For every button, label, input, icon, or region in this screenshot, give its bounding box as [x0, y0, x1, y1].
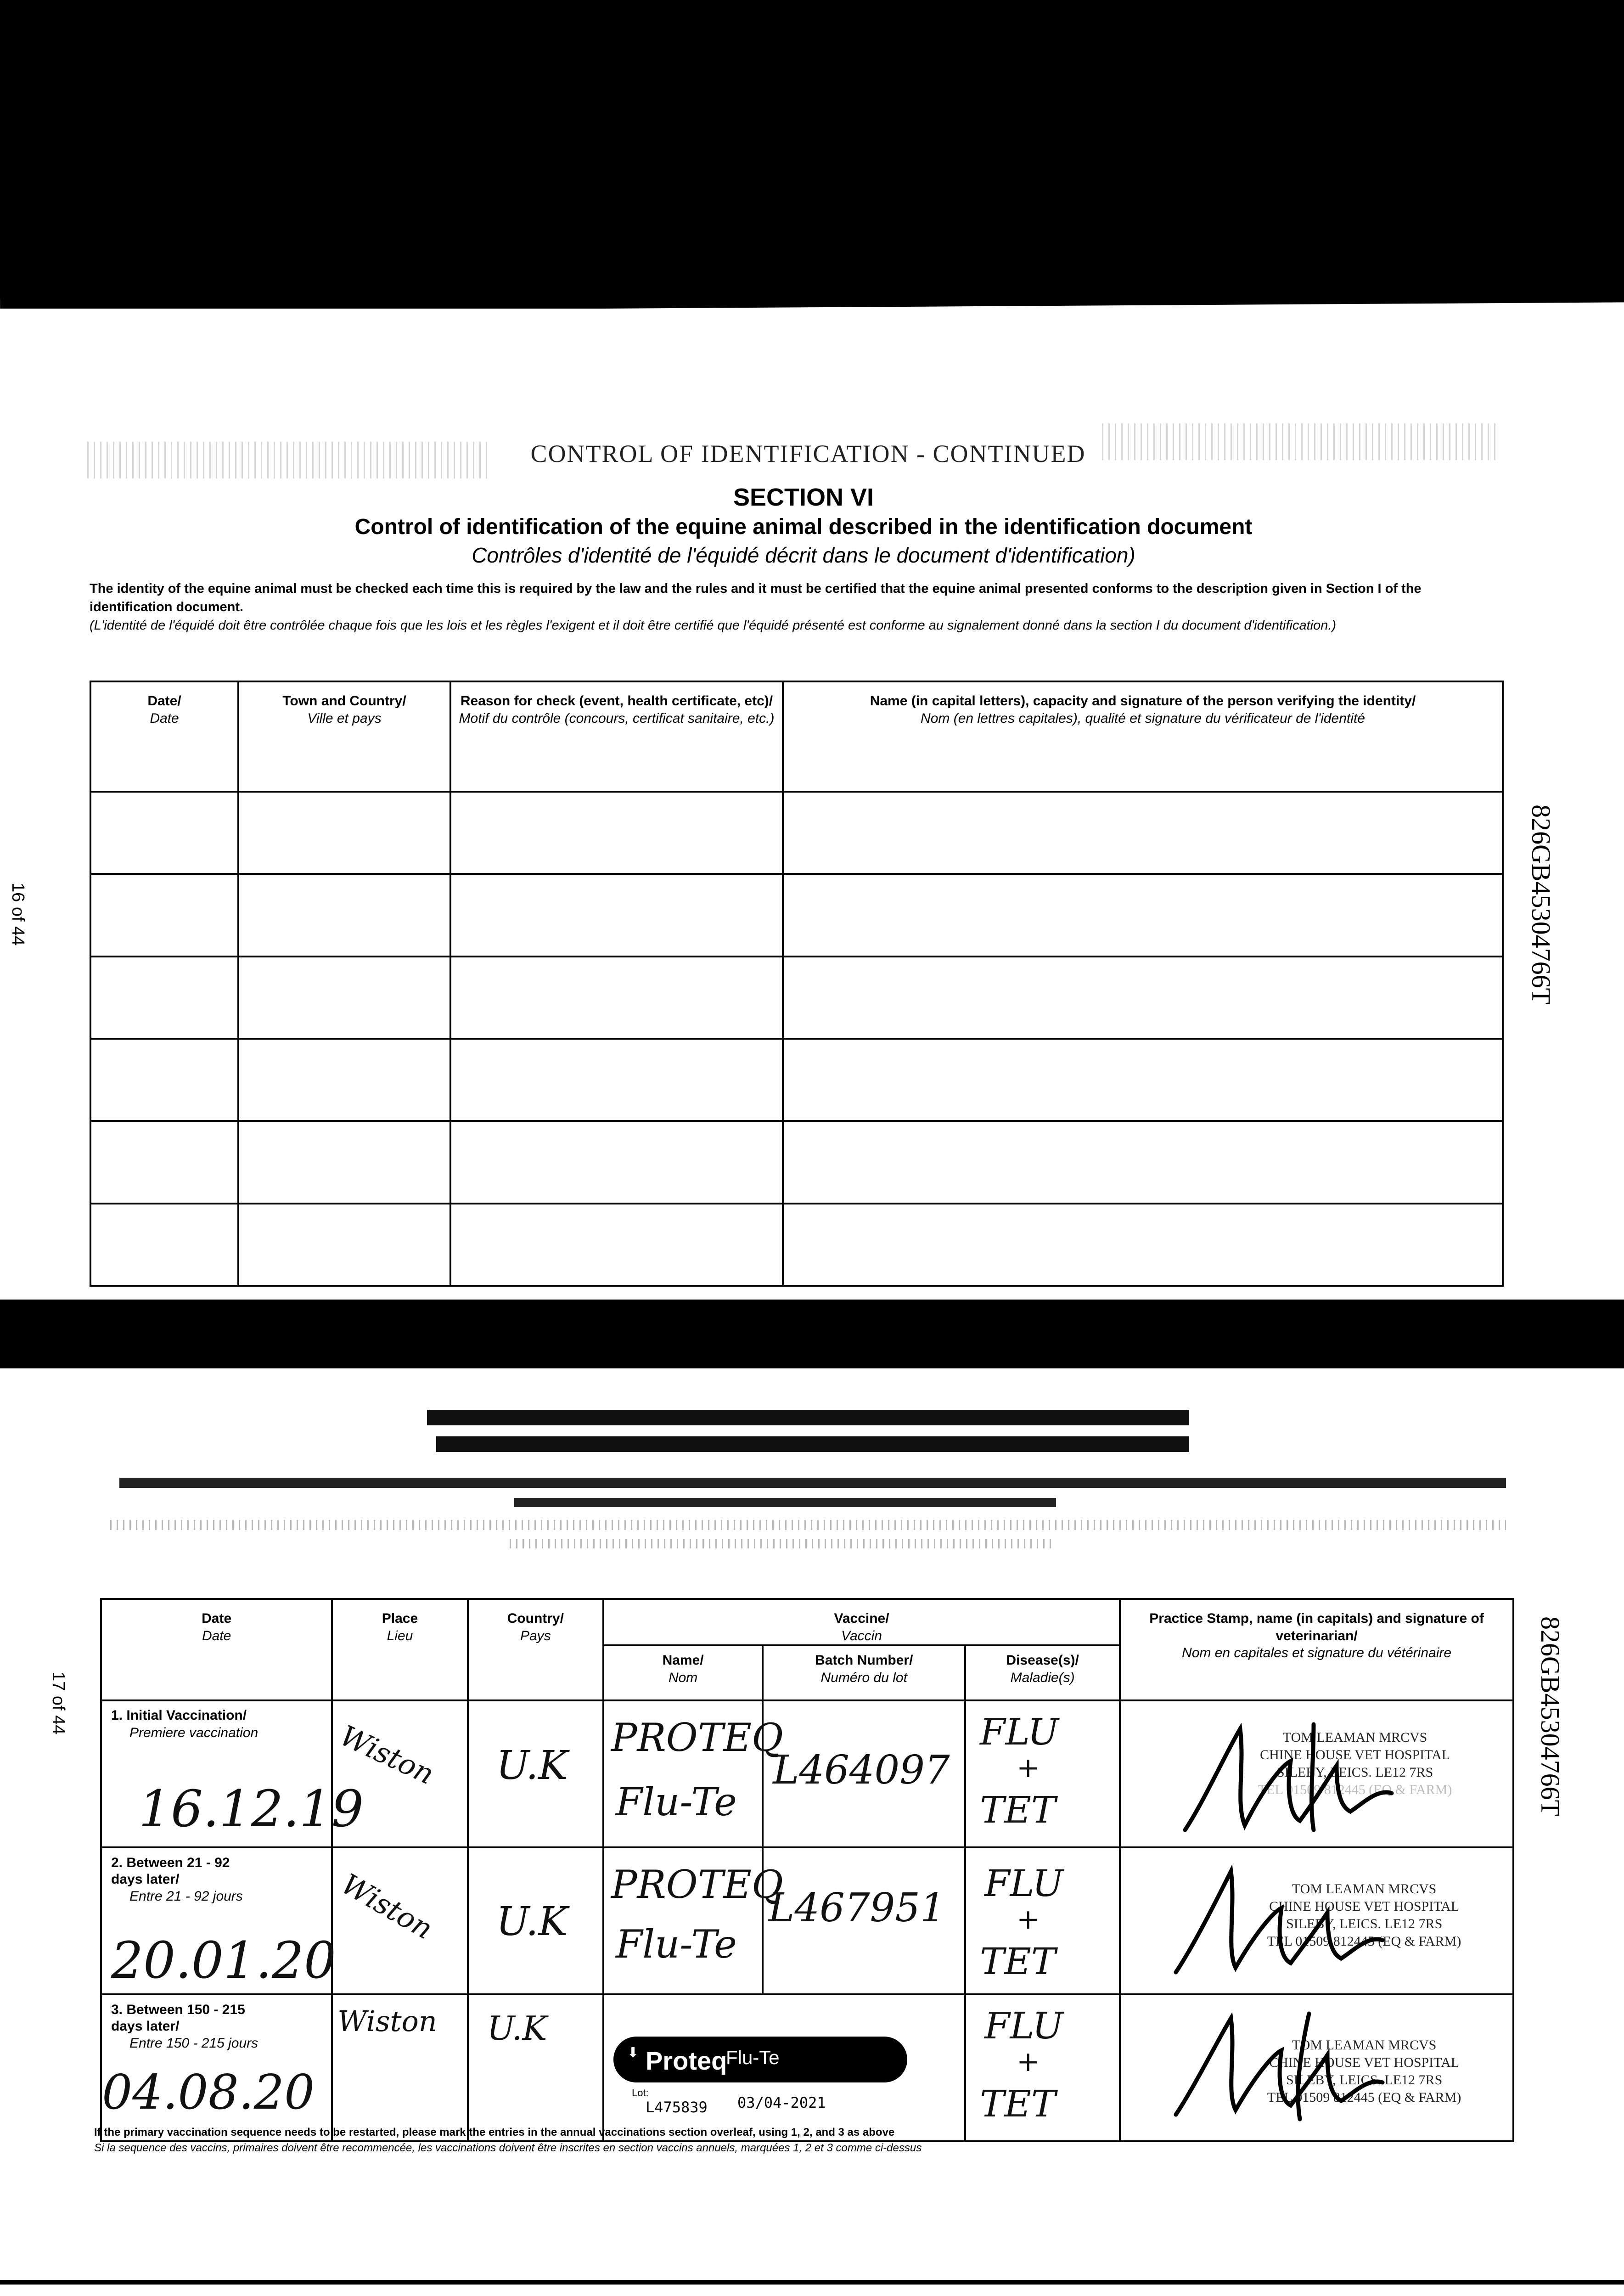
col-date: Date/ Date [90, 681, 238, 792]
col-batch-number: Batch Number/ Numéro du lot [763, 1645, 965, 1700]
table-row [90, 1204, 1503, 1286]
disease-line2: + [1017, 2046, 1040, 2078]
title-fr: Contrôles d'identité de l'équidé décrit dans le document d'identification) [472, 543, 1135, 567]
footnote-en: If the primary vaccination sequence needs to be restarted, please mark the entries in the annual vaccinations section overleaf, using 1, 2, and 3 as above [94, 2126, 895, 2138]
side-id-top: 826GB45304766T [1526, 805, 1556, 1004]
col-country: Country/ Pays [468, 1599, 603, 1700]
sticker-lot-label: Lot: [631, 2087, 649, 2099]
heading-bar-3 [119, 1478, 1506, 1488]
practice-stamp: TOM LEAMAN MRCVS CHINE HOUSE VET HOSPITAL SILEBY, LEICS. LE12 7RS TEL 01509 812445 (EQ & FARM) [1267, 2037, 1461, 2105]
table-row [90, 957, 1503, 1039]
heading-bar-5 [110, 1520, 1506, 1530]
veterinarian-signature [1162, 2004, 1419, 2138]
disease-line1: FLU [980, 1711, 1059, 1753]
title-en: Control of identification of the equine animal described in the identification document [354, 515, 1253, 539]
sticker-arrow-icon: ⬇ [627, 2045, 639, 2060]
row-label-fr: Entre 150 - 215 jours [129, 2036, 258, 2051]
batch-number: L464097 [773, 1747, 950, 1793]
bottom-edge [0, 2280, 1624, 2285]
vaccination-place: Wiston [337, 2004, 437, 2038]
page-number-16: 16 of 44 [8, 883, 28, 946]
heading-bar-4 [514, 1498, 1056, 1507]
vaccination-row-2 [101, 1847, 1513, 1994]
col-date: Date Date [101, 1599, 332, 1700]
batch-number: L467951 [768, 1885, 945, 1931]
col-place: Place Lieu [332, 1599, 467, 1700]
table-row [90, 874, 1503, 956]
vaccination-place: Wiston [336, 1867, 439, 1946]
banner-texture-right [1102, 423, 1497, 460]
instructions-en: The identity of the equine animal must be checked each time this is required by the law and the rules and it must be certified that the equine animal presented conforms to the description given in Section I of the identification document. [90, 581, 1422, 614]
row-label: 2. Between 21 - 92 days later/ [111, 1855, 230, 1887]
sticker-product: Flu-Te [725, 2047, 780, 2068]
heading-bar-6 [510, 1539, 1051, 1548]
col-practice-stamp: Practice Stamp, name (in capitals) and signature of veterinarian/ Nom en capitales et signature du vétérinaire [1120, 1599, 1513, 1700]
disease-line3: TET [980, 1789, 1056, 1831]
row-label: 3. Between 150 - 215 days later/ [111, 2002, 245, 2034]
disease-line1: FLU [984, 2004, 1063, 2047]
row-label-fr: Premiere vaccination [129, 1725, 258, 1740]
banner-texture-left [87, 442, 491, 478]
footnote-fr: Si la sequence des vaccins, primaires doivent être recommencée, les vaccinations doivent être inscrites en section vaccins annuels, marquées 1, 2 et 3 comme ci-dessus [94, 2142, 922, 2154]
vaccination-date: 04.08.20 [102, 2064, 315, 2120]
disease-line2: + [1017, 1752, 1040, 1784]
veterinarian-signature [1162, 1857, 1419, 1991]
vaccination-row-1 [101, 1700, 1513, 1847]
vaccine-name-line2: Flu-Te [615, 1779, 737, 1824]
disease-line3: TET [980, 1940, 1056, 1983]
scan-gap [0, 1300, 1624, 1368]
practice-stamp: TOM LEAMAN MRCVS CHINE HOUSE VET HOSPITAL SILEBY, LEICS. LE12 7RS TEL 01509 812445 (EQ & FARM) [1258, 1730, 1452, 1797]
vaccination-country: U.K [487, 2009, 547, 2048]
section-banner: CONTROL OF IDENTIFICATION - CONTINUED [530, 440, 1086, 467]
col-verifier: Name (in capital letters), capacity and signature of the person verifying the identity/ Nom (en lettres capitales), qualité et signature du vérificateur de l'identité [783, 681, 1503, 792]
vaccine-name-line1: PROTEQ [611, 1715, 783, 1760]
identity-check-table [90, 681, 1504, 1287]
heading-bar-1 [427, 1410, 1189, 1425]
vaccination-place: Wiston [335, 1718, 440, 1791]
table-row [90, 1039, 1503, 1121]
page-number-17: 17 of 44 [49, 1671, 68, 1735]
col-reason: Reason for check (event, health certificate, etc)/ Motif du contrôle (concours, certificat sanitaire, etc.) [450, 681, 783, 792]
sticker-brand: Proteq [645, 2046, 727, 2075]
page-17 [0, 1368, 1624, 2296]
disease-line1: FLU [984, 1862, 1063, 1905]
vaccination-date: 20.01.20 [111, 1931, 336, 1990]
col-diseases: Disease(s)/ Maladie(s) [965, 1645, 1120, 1700]
primary-vaccination-table [100, 1598, 1514, 2142]
side-id-bottom: 826GB45304766T [1535, 1616, 1565, 1816]
row-label: 1. Initial Vaccination/ [111, 1708, 247, 1723]
table-row [90, 1121, 1503, 1203]
sticker-lot: L475839 [645, 2099, 708, 2116]
col-vaccine-name: Name/ Nom [603, 1645, 763, 1700]
heading-bar-2 [436, 1436, 1189, 1452]
page-16 [0, 309, 1624, 1300]
sticker-exp-label: EXP: [861, 2064, 885, 2076]
vaccine-name-line1: PROTEQ [611, 1862, 783, 1907]
veterinarian-signature [1176, 1711, 1433, 1844]
practice-stamp: TOM LEAMAN MRCVS CHINE HOUSE VET HOSPITAL SILEBY, LEICS. LE12 7RS TEL 01509 812445 (EQ & FARM) [1267, 1881, 1461, 1949]
vaccination-row-3 [101, 1994, 1513, 2141]
vaccination-date: 16.12.19 [139, 1779, 364, 1838]
scan-background-top [0, 0, 1624, 298]
vaccination-country: U.K [496, 1743, 568, 1789]
disease-line3: TET [980, 2082, 1056, 2125]
table-row [90, 792, 1503, 874]
vaccination-country: U.K [496, 1899, 568, 1945]
col-town-country: Town and Country/ Ville et pays [238, 681, 450, 792]
col-vaccine: Vaccine/ Vaccin [603, 1599, 1120, 1645]
instructions-fr: (L'identité de l'équidé doit être contrôlée chaque fois que les lois et les règles l'exigent et il doit être certifié que l'équidé présenté est conforme au signalement donné dans la section I du document d'identification.) [90, 618, 1337, 633]
row-label-fr: Entre 21 - 92 jours [129, 1889, 243, 1904]
vaccine-name-line2: Flu-Te [615, 1922, 737, 1967]
disease-line2: + [1017, 1903, 1040, 1936]
sticker-exp: 03/04-2021 [737, 2094, 826, 2111]
section-heading: SECTION VI [733, 484, 874, 511]
